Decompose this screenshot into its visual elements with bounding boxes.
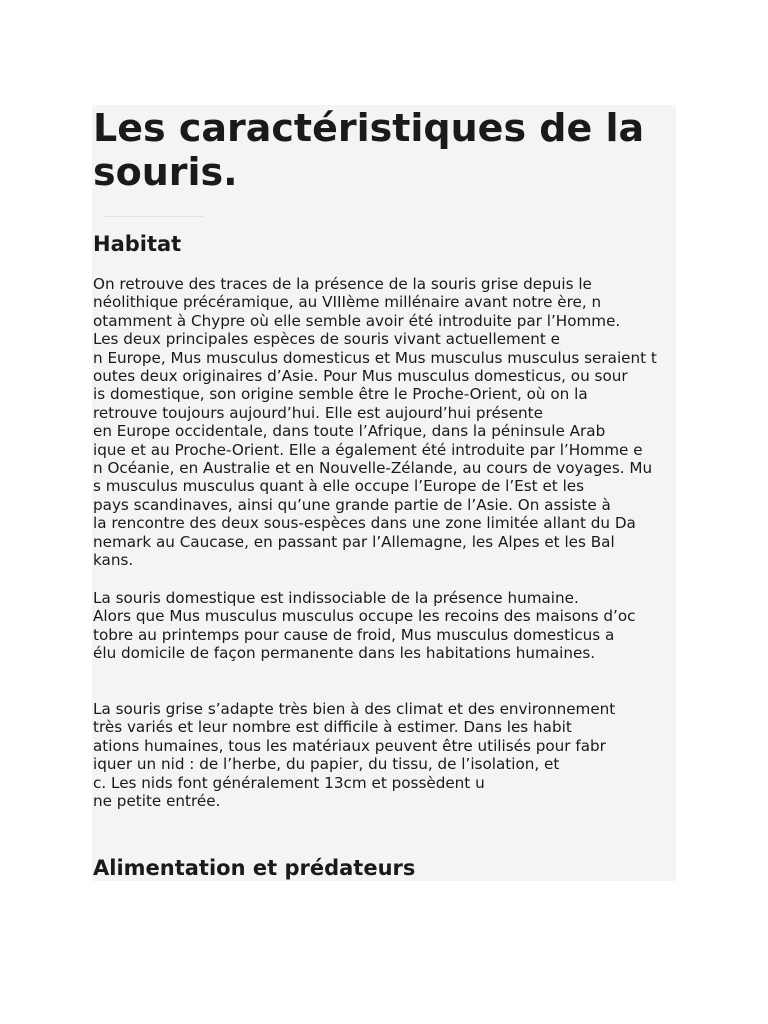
paragraph-habitat-nests [93,700,676,810]
section-heading-habitat: Habitat [93,232,182,256]
title-divider [104,216,204,217]
paragraph-line: très variés et leur nombre est difficile à estimer. Dans les habit [93,718,572,737]
paragraph-line: pays scandinaves, ainsi qu’une grande partie de l’Asie. On assiste à [93,495,611,514]
paragraph-line: is domestique, son origine semble être le Proche-Orient, où on la [93,385,588,404]
paragraph-line: Les deux principales espèces de souris vivant actuellement e [93,330,560,349]
paragraph-line: outes deux originaires d’Asie. Pour Mus musculus domesticus, ou sour [93,367,628,386]
paragraph-line: ations humaines, tous les matériaux peuvent être utilisés pour fabr [93,736,606,755]
paragraph-line: nemark au Caucase, en passant par l’Allemagne, les Alpes et les Bal [93,532,615,551]
paragraph-line: tobre au printemps pour cause de froid, Mus musculus domesticus a [93,625,615,644]
paragraph-habitat-origins [93,275,676,570]
paragraph-line: On retrouve des traces de la présence de la souris grise depuis le [93,275,592,293]
paragraph-line: ique et au Proche-Orient. Elle a également été introduite par l’Homme e [93,440,643,459]
document-page [92,105,676,881]
paragraph-line: s musculus musculus quant à elle occupe l’Europe de l’Est et les [93,477,585,496]
paragraph-line: La souris domestique est indissociable de la présence humaine. [93,589,579,607]
paragraph-line: iquer un nid : de l’herbe, du papier, du tissu, de l’isolation, et [93,755,560,774]
paragraph-line: ne petite entrée. [93,792,221,811]
paragraph-line: otamment à Chypre où elle semble avoir été introduite par l’Homme. [93,311,621,330]
paragraph-line: n Europe, Mus musculus domesticus et Mus musculus musculus seraient t [93,348,657,367]
paragraph-habitat-domestic [93,589,676,663]
paragraph-line: n Océanie, en Australie et en Nouvelle-Zélande, au cours de voyages. Mu [93,459,653,478]
paragraph-line: c. Les nids font généralement 13cm et possèdent u [93,773,485,792]
paragraph-line: la rencontre des deux sous-espèces dans une zone limitée allant du Da [93,514,636,533]
paragraph-line: néolithique précéramique, au VIIIème millénaire avant notre ère, n [93,293,602,312]
paragraph-line: Alors que Mus musculus musculus occupe les recoins des maisons d’oc [93,607,636,626]
paragraph-line: élu domicile de façon permanente dans les habitations humaines. [93,644,596,663]
paragraph-line: en Europe occidentale, dans toute l’Afrique, dans la péninsule Arab [93,422,606,441]
paragraph-line: kans. [93,551,134,570]
paragraph-line: retrouve toujours aujourd’hui. Elle est aujourd’hui présente [93,403,543,422]
section-heading-alimentation: Alimentation et prédateurs [93,856,416,880]
paragraph-line: La souris grise s’adapte très bien à des climat et des environnement [93,700,616,718]
document-title: Les caractéristiques de la souris. [93,106,645,194]
